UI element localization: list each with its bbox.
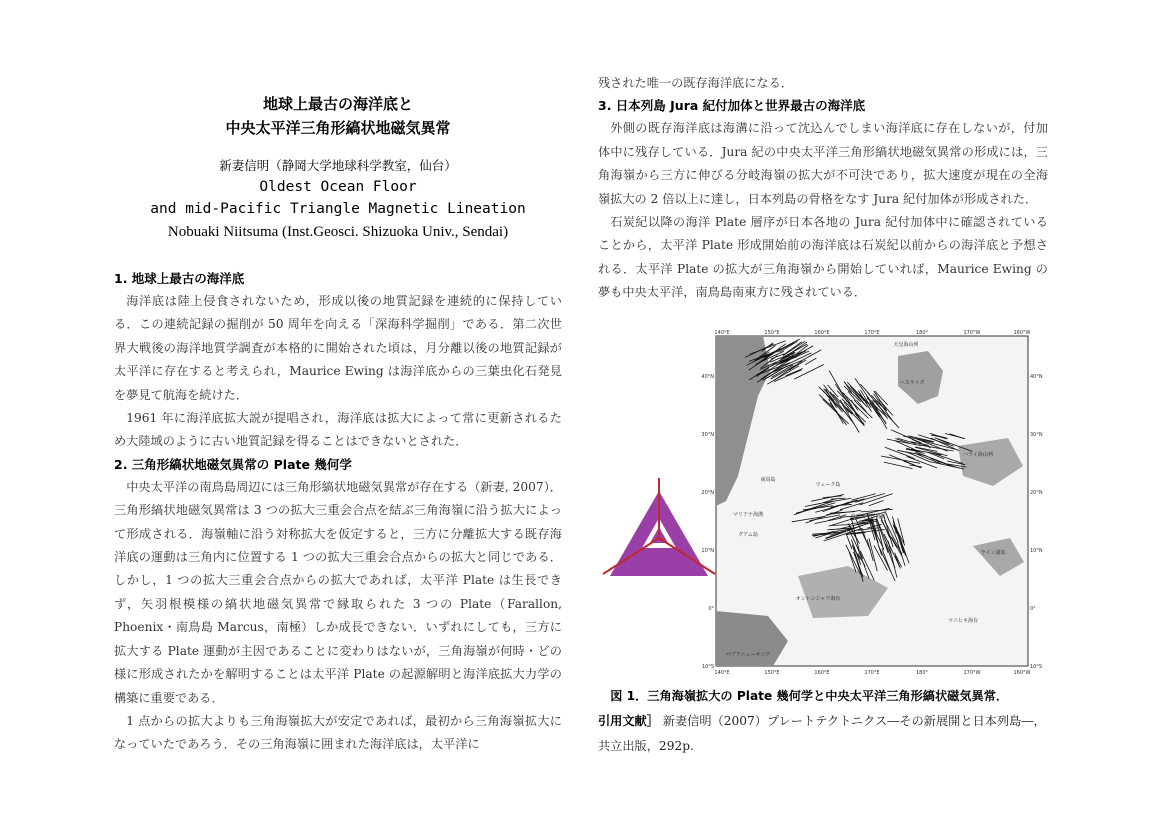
map-left-tick-label: 40°N xyxy=(701,374,714,380)
section2-heading: 2. 三角形縞状地磁気異常の Plate 幾何学 xyxy=(114,456,352,472)
map-bottom-tick-label: 170°E xyxy=(864,670,880,676)
map-top-tick-label: 170°E xyxy=(864,330,880,336)
map-place-label: マニヒキ海台 xyxy=(947,618,979,624)
map-bottom-tick-label: 180° xyxy=(915,670,929,676)
title-en-line1: Oldest Ocean Floor xyxy=(259,179,417,195)
map-left-axis-labels xyxy=(701,374,714,670)
map-left-tick-label: 30°N xyxy=(701,432,714,438)
map-bottom-tick-label: 160°W xyxy=(1013,670,1031,676)
map-right-tick-label: 30°N xyxy=(1030,432,1043,438)
figure-caption-block xyxy=(598,684,1048,759)
section2-paragraph2-continued: 残された唯一の既存海洋底になる． xyxy=(598,76,793,90)
map-top-tick-label: 180° xyxy=(915,330,929,336)
map-bottom-tick-label: 170°W xyxy=(963,670,981,676)
map-left-tick-label: 0° xyxy=(708,606,714,612)
right-column xyxy=(598,72,1048,305)
section2-paragraph1: 中央太平洋の南鳥島周辺には三角形縞状地磁気異常が存在する（新妻, 2007）．三角形縞状地磁気異常は 3 つの拡大三重会合点を結ぶ三角海嶺に沿う拡大によって形成される．海嶺軸に沿う対称拡大を仮定すると，三方に分離拡大する既存海洋底の運動は三角内に位置する 1 つの拡大三重会合点からの拡大と同じである．しかし，1 つの拡大三重会合点からの拡大であれば，太平洋 Plate は生長できず，矢羽根模様の縞状地磁気異常で縁取られた 3 つの Plate（Farallon, Phoenix・南鳥島 Marcus，南極）しか成長できない．いずれにしても，三方に拡大する Plate 運動が主因であることに変わりはないが，三角海嶺が何時・どの様に形成されたかを解明することは太平洋 Plate の起源解明と海洋底拡大力学の構築に重要である． xyxy=(114,479,562,705)
map-top-axis-labels xyxy=(714,330,1030,336)
map-place-label: グアム島 xyxy=(738,532,758,538)
map-place-label: オントンジャワ海台 xyxy=(795,596,841,602)
section3-heading: 3. 日本列島 Jura 紀付加体と世界最古の海洋底 xyxy=(598,98,866,114)
map-top-tick-label: 140°E xyxy=(714,330,730,336)
author-jp: 新妻信明（静岡大学地球科学教室，仙台） xyxy=(219,158,457,173)
map-place-label: 中部太平洋山脈 xyxy=(850,514,886,520)
figure-1 xyxy=(598,326,1048,676)
map-place-label: マリアナ海溝 xyxy=(732,512,764,518)
map-place-label: ライン諸島 xyxy=(980,550,1006,556)
map-right-tick-label: 40°N xyxy=(1030,374,1043,380)
title-jp xyxy=(114,92,562,140)
map-place-label: ウェーク島 xyxy=(815,482,841,488)
map-left-tick-label: 10°N xyxy=(701,548,714,554)
map-place-label: 天皇海山列 xyxy=(893,342,919,348)
figure-caption: 図 1．三角海嶺拡大の Plate 幾何学と中央太平洋三角形縞状磁気異常． xyxy=(610,689,1009,703)
map-bottom-tick-label: 140°E xyxy=(714,670,730,676)
map-right-tick-label: 20°N xyxy=(1030,490,1043,496)
map-top-tick-label: 170°W xyxy=(963,330,981,336)
section3-paragraph1: 外側の既存海洋底は海溝に沿って沈込んでしまい海洋底に存在しないが，付加体中に残存している．Jura 紀の中央太平洋三角形縞状地磁気異常の形成には，三角海嶺から三方に伸びる分岐海嶺の拡大が不可決であり，拡大速度が現在の全海嶺拡大の 2 倍以上に達し，日本列島の骨格をなす Jura 紀付加体が形成された． xyxy=(598,121,1048,206)
map-top-tick-label: 150°E xyxy=(764,330,780,336)
author-en: Nobuaki Niitsuma (Inst.Geosci. Shizuoka Univ., Sendai) xyxy=(167,224,509,240)
title-jp-line1: 地球上最古の海洋底と xyxy=(262,95,413,113)
map-bottom-axis-labels xyxy=(714,670,1030,676)
reference-text: 新妻信明（2007）プレートテクトニクス―その新展開と日本列島―，共立出版，292p. xyxy=(598,714,1046,753)
title-en-line2: and mid-Pacific Triangle Magnetic Lineation xyxy=(150,201,526,217)
section1-heading: 1. 地球上最古の海洋底 xyxy=(114,271,245,286)
map-place-label: ハワイ海山列 xyxy=(963,452,993,458)
left-column xyxy=(114,92,562,757)
map-right-tick-label: 10°N xyxy=(1030,548,1043,554)
map-place-label: 南鳥島 xyxy=(760,477,776,483)
map-bottom-tick-label: 160°E xyxy=(814,670,830,676)
map-left-tick-label: 10°S xyxy=(701,664,714,670)
map-place-label: パプアニューギニア xyxy=(725,652,771,658)
triangle-ridge-diagram xyxy=(603,478,715,576)
figure-1-graphics xyxy=(598,326,1048,676)
map-bottom-tick-label: 150°E xyxy=(764,670,780,676)
reference xyxy=(598,709,1048,759)
map-top-tick-label: 160°W xyxy=(1013,330,1031,336)
reference-label: 引用文献］ xyxy=(598,714,659,728)
title-jp-line2: 中央太平洋三角形縞状地磁気異常 xyxy=(225,119,451,137)
section1-paragraph1: 海洋底は陸上侵食されないため，形成以後の地質記録を連続的に保持している．この連続記録の掘削が 50 周年を向える「深海科学掘削」である．第二次世界大戦後の海洋地質学調査が本格的に開始された頃は，月分離以後の地質記録が太平洋に存在すると考えられ，Maurice Ewing は海洋底からの三葉虫化石発見を夢見て航海を続けた． xyxy=(114,294,562,402)
map-top-tick-label: 160°E xyxy=(814,330,830,336)
section2-paragraph2: 1 点からの拡大よりも三角海嶺拡大が安定であれば，最初から三角海嶺拡大になっていたであろう．その三角海嶺に囲まれた海洋底は，太平洋に xyxy=(114,713,562,752)
magnetic-anomaly-map xyxy=(701,330,1042,676)
map-right-axis-labels xyxy=(1030,374,1043,670)
map-right-tick-label: 0° xyxy=(1030,606,1036,612)
section3-paragraph2: 石炭紀以降の海洋 Plate 層序が日本各地の Jura 紀付加体中に確認されていることから，太平洋 Plate 形成開始前の海洋底は石炭紀以前からの海洋底と予想される．太平洋 Plate の拡大が三角海嶺から開始していれば，Maurice Ewing の夢も中央太平洋，南鳥島南東方に残されている． xyxy=(598,215,1048,300)
section1-paragraph2: 1961 年に海洋底拡大説が提唱され，海洋底は拡大によって常に更新されるため大陸域のように古い地質記録を得ることはできないとされた． xyxy=(114,411,562,449)
map-right-tick-label: 10°S xyxy=(1030,664,1043,670)
map-place-label: ヘスライズ xyxy=(899,380,925,386)
map-left-tick-label: 20°N xyxy=(701,490,714,496)
